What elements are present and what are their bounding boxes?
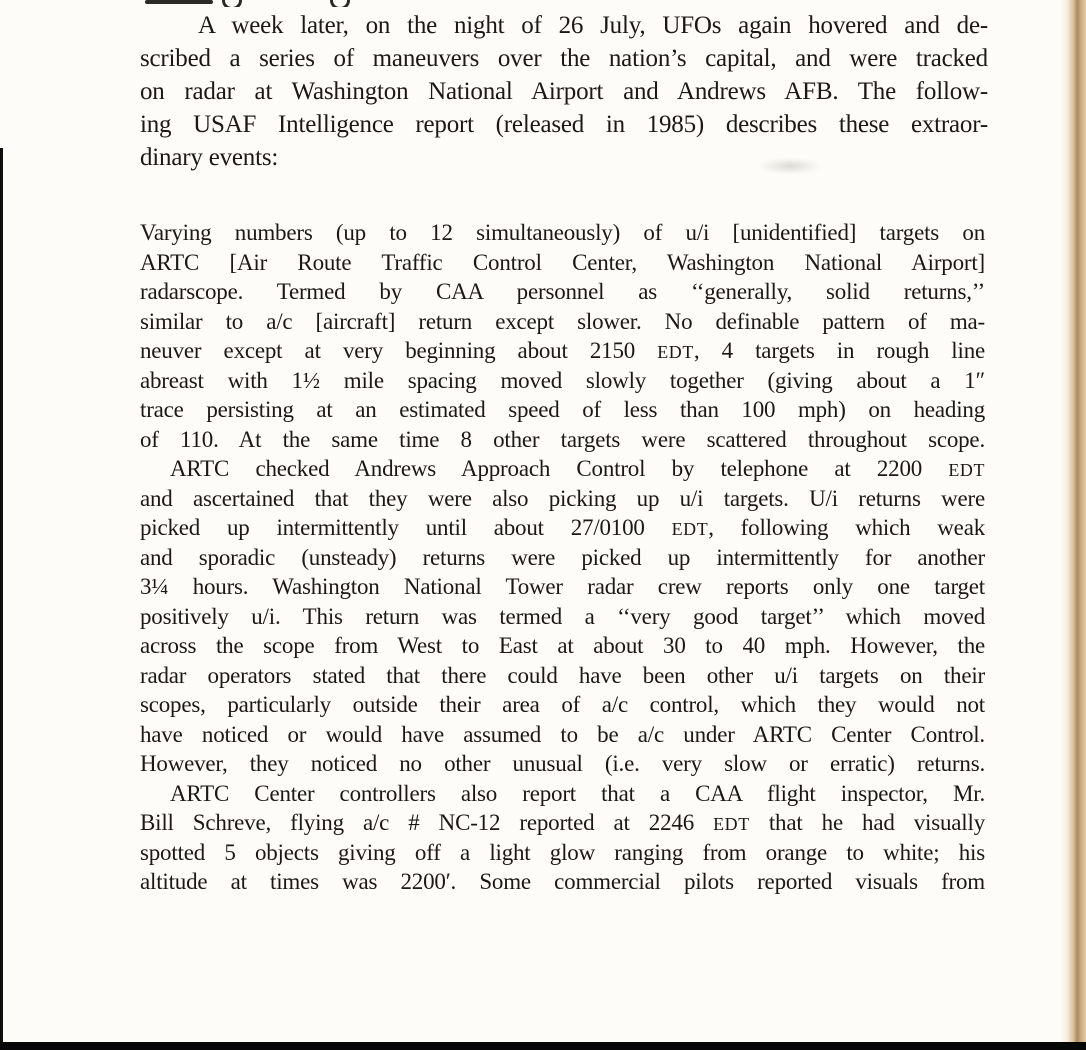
text-line: trace persisting at an estimated speed of less than 100 mph) on heading: [140, 397, 985, 422]
text-line: radarscope. Termed by CAA personnel as ‘‘generally, solid returns,’’: [140, 279, 985, 304]
text-line: positively u/i. This return was termed a ‘‘very good target’’ which moved: [140, 603, 985, 629]
text-line: scribed a series of maneuvers over the nation’s capital, and were tracked: [140, 45, 988, 72]
cut-text-smudge: [145, 0, 213, 4]
usaf-report-quote: [140, 218, 985, 897]
text-line: ARTC checked Andrews Approach Control by telephone at 2200 EDT: [170, 456, 985, 481]
text-line: Bill Schreve, flying a/c # NC-12 reported at 2246 EDT that he had visually: [140, 810, 985, 835]
text-line: A week later, on the night of 26 July, UFOs again hovered and de-: [198, 12, 988, 39]
text-line: similar to a/c [aircraft] return except slower. No definable pattern of ma-: [140, 308, 985, 334]
text-line: However, they noticed no other unusual (i.e. very slow or erratic) returns.: [140, 751, 985, 776]
bottom-scan-bar: [0, 1042, 1086, 1050]
text-line: altitude at times was 2200′. Some commercial pilots reported visuals from: [140, 869, 985, 894]
text-line: of 110. At the same time 8 other targets were scattered throughout scope.: [140, 426, 985, 452]
text-line: scopes, particularly outside their area of a/c control, which they would not: [140, 692, 985, 717]
scan-smudge: [758, 158, 822, 174]
text-line: on radar at Washington National Airport and Andrews AFB. The follow-: [140, 78, 988, 105]
text-line: ing USAF Intelligence report (released in 1985) describes these extraor-: [140, 111, 988, 138]
text-line: and ascertained that they were also picking up u/i targets. U/i returns were: [140, 485, 985, 511]
left-scan-edge-line: [0, 148, 3, 1050]
text-line: ARTC Center controllers also report that a CAA flight inspector, Mr.: [170, 780, 985, 806]
text-line: neuver except at very beginning about 2150 EDT, 4 targets in rough line: [140, 338, 985, 363]
cut-text-descender: [330, 0, 350, 7]
text-line: and sporadic (unsteady) returns were picked up intermittently for another: [140, 544, 985, 570]
text-line: spotted 5 objects giving off a light glow ranging from orange to white; his: [140, 839, 985, 865]
text-line: picked up intermittently until about 27/0100 EDT, following which weak: [140, 515, 985, 540]
cut-text-descender: [222, 0, 242, 7]
text-line: Varying numbers (up to 12 simultaneously) of u/i [unidentified] targets on: [140, 220, 985, 245]
text-line: across the scope from West to East at about 30 to 40 mph. However, the: [140, 633, 985, 658]
text-line: dinary events:: [140, 144, 279, 171]
text-line: have noticed or would have assumed to be a/c under ARTC Center Control.: [140, 721, 985, 747]
text-line: abreast with 1½ mile spacing moved slowly together (giving about a 1″: [140, 367, 985, 393]
intro-paragraph: [140, 9, 988, 174]
text-line: 3¼ hours. Washington National Tower radar crew reports only one target: [140, 574, 985, 599]
text-line: radar operators stated that there could have been other u/i targets on their: [140, 662, 985, 688]
right-page-edge-strip: [1060, 0, 1086, 1042]
text-line: ARTC [Air Route Traffic Control Center, Washington National Airport]: [140, 249, 985, 275]
